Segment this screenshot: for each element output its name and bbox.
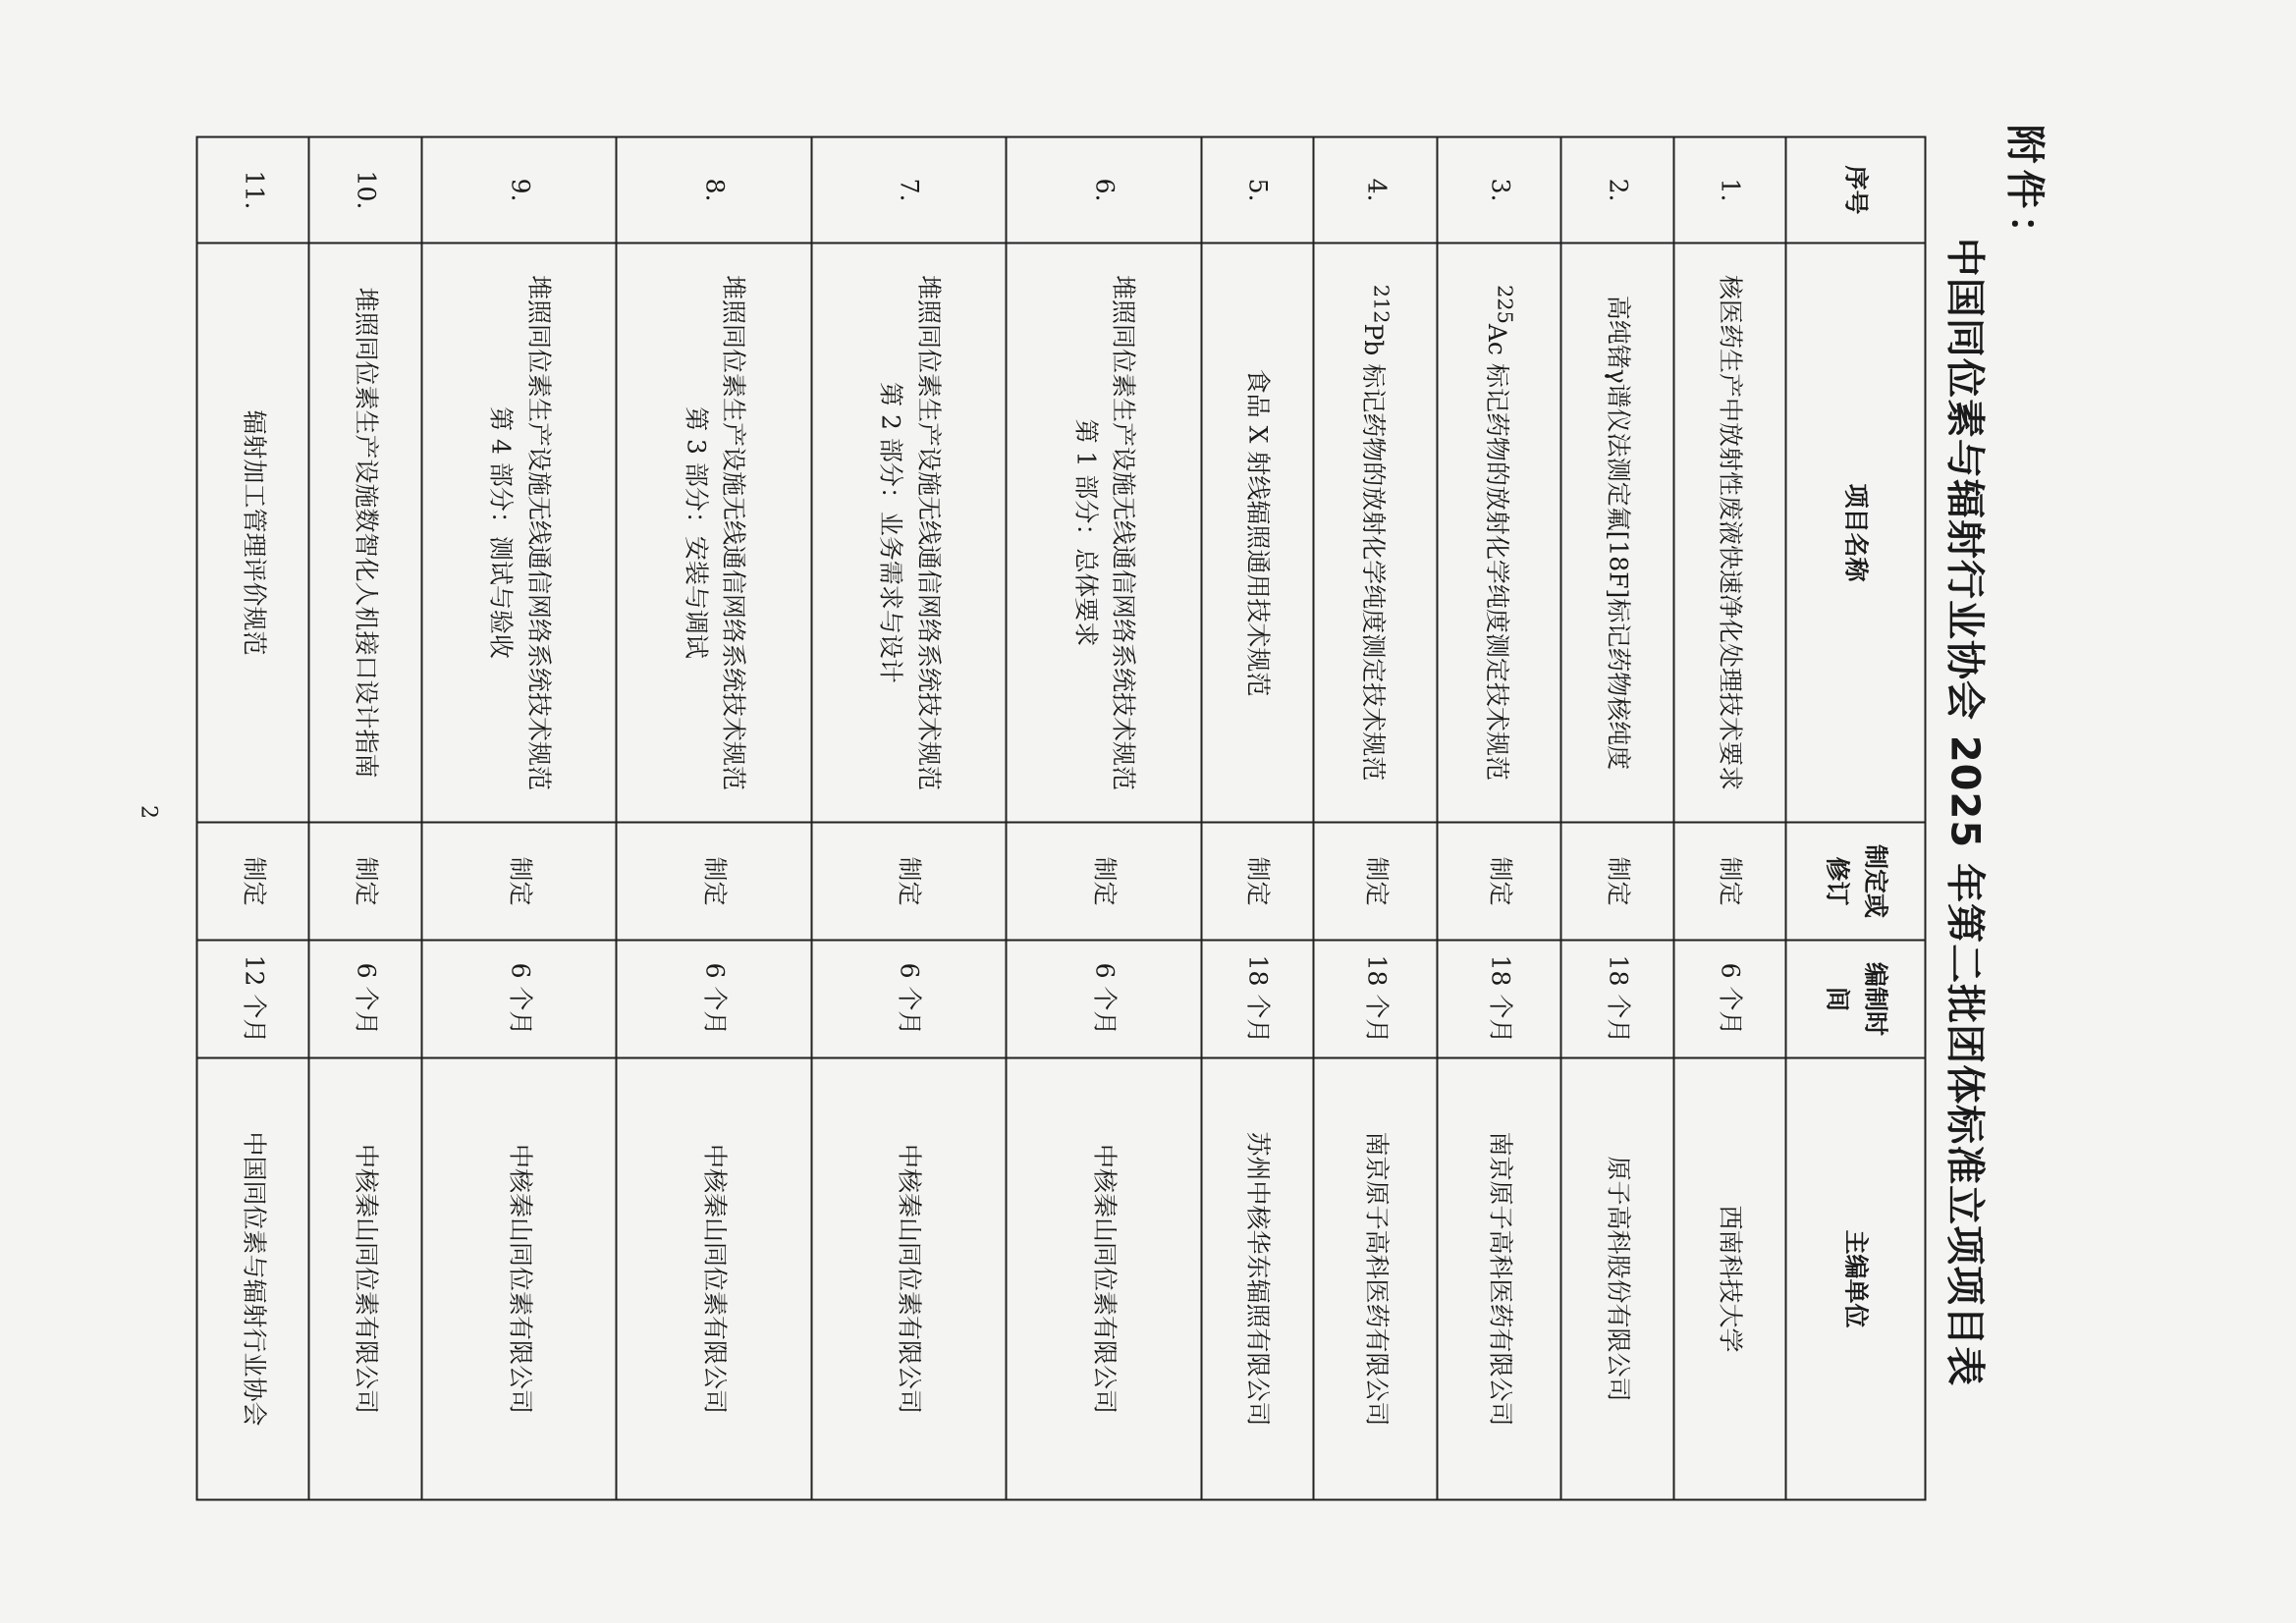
row-index: 9. (421, 136, 616, 243)
row-project-name: 高纯锗γ谱仪法测定氟[18F]标记药物核纯度 (1560, 243, 1672, 822)
row-duration: 6 个月 (421, 940, 616, 1057)
project-table (195, 135, 1926, 1500)
row-duration: 18 个月 (1560, 940, 1672, 1057)
row-project-name: 堆照同位素生产设施无线通信网络系统技术规范 第 4 部分：测试与验收 (421, 243, 616, 822)
isotope-superscript: 225 (1493, 284, 1517, 324)
row-index: 5. (1201, 136, 1313, 243)
header-unit: 主编单位 (1785, 1057, 1925, 1499)
row-project-name: 堆照同位素生产设施无线通信网络系统技术规范 第 1 部分：总体要求 (1006, 243, 1200, 822)
attachment-label: 附件： (2001, 124, 2047, 259)
table-row (811, 136, 1006, 1499)
row-type: 制定 (1006, 822, 1200, 940)
header-type: 制定或修订 (1785, 822, 1925, 940)
row-duration: 6 个月 (1673, 940, 1785, 1057)
row-type: 制定 (811, 822, 1006, 940)
row-project-name: 辐射加工管理评价规范 (196, 243, 309, 822)
table-row (196, 136, 309, 1499)
document-title: 中国同位素与辐射行业协会 2025 年第二批团体标准立项项目表 (1941, 237, 1987, 1386)
row-index: 10. (309, 136, 421, 243)
row-project-name (1313, 243, 1437, 822)
table-row (1437, 136, 1560, 1499)
header-duration: 编制时间 (1785, 940, 1925, 1057)
row-type: 制定 (1313, 822, 1437, 940)
row-unit: 中核秦山同位素有限公司 (1006, 1057, 1200, 1499)
table-row (1673, 136, 1785, 1499)
table-row (309, 136, 421, 1499)
row-project-name-text: Pb 标记药物的放射化学纯度测定技术规范 (1358, 322, 1388, 781)
row-type: 制定 (1560, 822, 1672, 940)
row-type: 制定 (1201, 822, 1313, 940)
row-type: 制定 (309, 822, 421, 940)
row-unit: 中核秦山同位素有限公司 (309, 1057, 421, 1499)
row-duration: 18 个月 (1437, 940, 1560, 1057)
row-project-name: 堆照同位素生产设施无线通信网络系统技术规范 第 3 部分：安装与调试 (616, 243, 810, 822)
row-duration: 6 个月 (616, 940, 810, 1057)
row-duration: 6 个月 (1006, 940, 1200, 1057)
row-duration: 6 个月 (811, 940, 1006, 1057)
row-index: 2. (1560, 136, 1672, 243)
row-project-name: 食品 X 射线辐照通用技术规范 (1201, 243, 1313, 822)
row-index: 8. (616, 136, 810, 243)
header-name: 项目名称 (1785, 243, 1925, 822)
row-duration: 18 个月 (1201, 940, 1313, 1057)
table-row (1201, 136, 1313, 1499)
page-number: 2 (136, 804, 160, 819)
row-type: 制定 (616, 822, 810, 940)
row-unit: 南京原子高科医药有限公司 (1313, 1057, 1437, 1499)
row-duration: 6 个月 (309, 940, 421, 1057)
isotope-superscript: 212 (1369, 284, 1394, 323)
row-index: 7. (811, 136, 1006, 243)
row-type: 制定 (1673, 822, 1785, 940)
table-row (421, 136, 616, 1499)
row-unit: 苏州中核华东辐照有限公司 (1201, 1057, 1313, 1499)
row-index: 1. (1673, 136, 1785, 243)
row-unit: 中国同位素与辐射行业协会 (196, 1057, 309, 1499)
header-index: 序号 (1785, 136, 1925, 243)
row-type: 制定 (421, 822, 616, 940)
table-row (1560, 136, 1672, 1499)
row-index: 4. (1313, 136, 1437, 243)
table-row (1006, 136, 1200, 1499)
row-unit: 南京原子高科医药有限公司 (1437, 1057, 1560, 1499)
row-duration: 18 个月 (1313, 940, 1437, 1057)
row-type: 制定 (1437, 822, 1560, 940)
row-duration: 12 个月 (196, 940, 309, 1057)
row-project-name-text: Ac 标记药物的放射化学纯度测定技术规范 (1482, 323, 1511, 781)
row-project-name: 堆照同位素生产设施无线通信网络系统技术规范 第 2 部分：业务需求与设计 (811, 243, 1006, 822)
row-index: 3. (1437, 136, 1560, 243)
table-row (616, 136, 810, 1499)
row-unit: 中核秦山同位素有限公司 (811, 1057, 1006, 1499)
row-index: 6. (1006, 136, 1200, 243)
row-unit: 中核秦山同位素有限公司 (616, 1057, 810, 1499)
row-project-name: 核医药生产中放射性废液快速净化处理技术要求 (1673, 243, 1785, 822)
row-unit: 原子高科股份有限公司 (1560, 1057, 1672, 1499)
row-index: 11. (196, 136, 309, 243)
table-header-row (1785, 136, 1925, 1499)
row-unit: 中核秦山同位素有限公司 (421, 1057, 616, 1499)
row-type: 制定 (196, 822, 309, 940)
row-unit: 西南科技大学 (1673, 1057, 1785, 1499)
row-project-name: 堆照同位素生产设施数智化人机接口设计指南 (309, 243, 421, 822)
table-row (1313, 136, 1437, 1499)
row-project-name (1437, 243, 1560, 822)
